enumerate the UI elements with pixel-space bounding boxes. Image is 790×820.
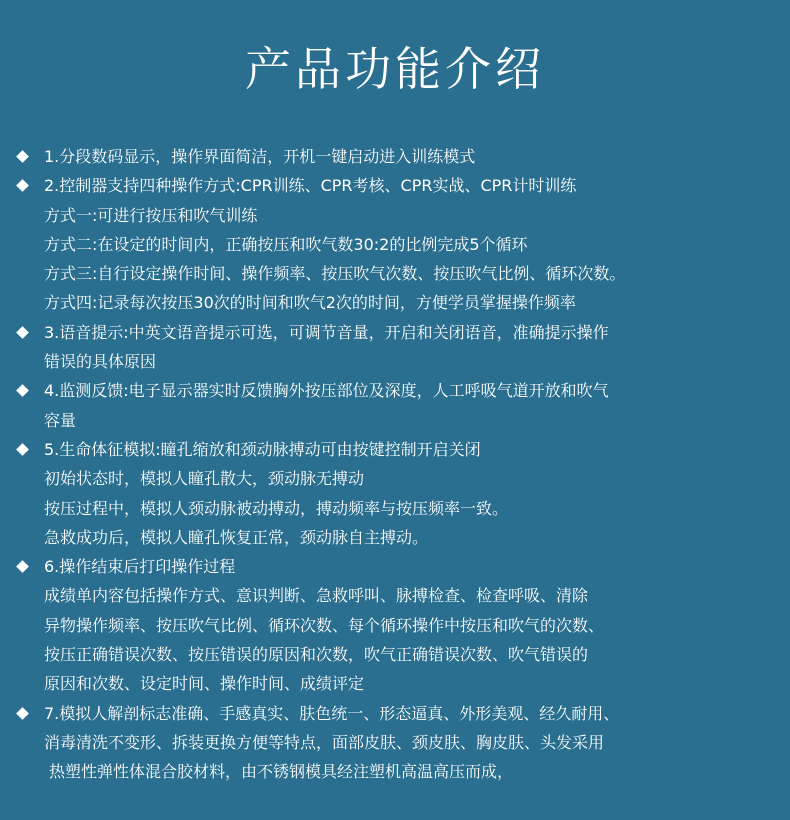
feature-item-5 [14,435,784,552]
feature-line: 7.模拟人解剖标志准确、手感真实、肤色统一、形态逼真、外形美观、经久耐用、 [44,703,620,723]
feature-item-1 [14,142,784,171]
feature-item-3 [14,318,784,377]
feature-line: 原因和次数、设定时间、操作时间、成绩评定 [44,674,365,694]
feature-line: 容量 [44,410,77,430]
feature-line: 急救成功后，模拟人瞳孔恢复正常，颈动脉自主搏动。 [44,527,429,547]
feature-line: 1.分段数码显示，操作界面简洁，开机一键启动进入训练模式 [44,147,476,166]
feature-item-2 [14,171,784,317]
feature-item-4 [14,376,784,435]
feature-list [14,142,784,787]
feature-line: 成绩单内容包括操作方式、意识判断、急救呼叫、脉搏检查、检查呼吸、清除 [44,586,589,606]
feature-item-7 [14,699,784,787]
feature-line: 消毒清洗不变形、拆装更换方便等特点，面部皮肤、颈皮肤、胸皮肤、头发采用 [44,732,605,752]
feature-line: 按压过程中，模拟人颈动脉被动搏动，搏动频率与按压频率一致。 [44,498,509,518]
diamond-bullet-icon [14,552,32,581]
feature-line: 方式一:可进行按压和吹气训练 [44,205,258,225]
diamond-bullet-icon [14,171,32,200]
feature-line: 2.控制器支持四种操作方式:CPR训练、CPR考核、CPR实战、CPR计时训练 [44,176,577,196]
feature-line: 按压正确错误次数、按压错误的原因和次数，吹气正确错误次数、吹气错误的 [44,645,589,665]
feature-item-6 [14,552,784,698]
feature-line: 3.语音提示:中英文语音提示可选，可调节音量，开启和关闭语音，准确提示操作 [44,322,609,342]
feature-line: 4.监测反馈:电子显示器实时反馈胸外按压部位及深度，人工呼吸气道开放和吹气 [44,381,609,401]
feature-line: 热塑性弹性体混合胶材料，由不锈钢模具经注塑机高温高压而成， [49,762,514,782]
page-title: 产品功能介绍 [245,42,545,96]
feature-line: 方式二:在设定的时间内，正确按压和吹气数30:2的比例完成5个循环 [44,234,528,254]
diamond-bullet-icon [14,142,32,171]
feature-line: 5.生命体征模拟:瞳孔缩放和颈动脉搏动可由按键控制开启关闭 [44,439,481,459]
feature-line: 错误的具体原因 [44,352,157,372]
feature-line: 6.操作结束后打印操作过程 [44,557,236,577]
diamond-bullet-icon [14,318,32,347]
feature-line: 方式四:记录每次按压30次的时间和吹气2次的时间，方便学员掌握操作频率 [44,293,576,313]
diamond-bullet-icon [14,435,32,464]
feature-line: 方式三:自行设定操作时间、操作频率、按压吹气次数、按压吹气比例、循环次数。 [44,264,626,284]
diamond-bullet-icon [14,376,32,405]
feature-line: 初始状态时，模拟人瞳孔散大，颈动脉无搏动 [44,469,365,489]
feature-line: 异物操作频率、按压吹气比例、循环次数、每个循环操作中按压和吹气的次数、 [44,615,605,635]
diamond-bullet-icon [14,699,32,728]
